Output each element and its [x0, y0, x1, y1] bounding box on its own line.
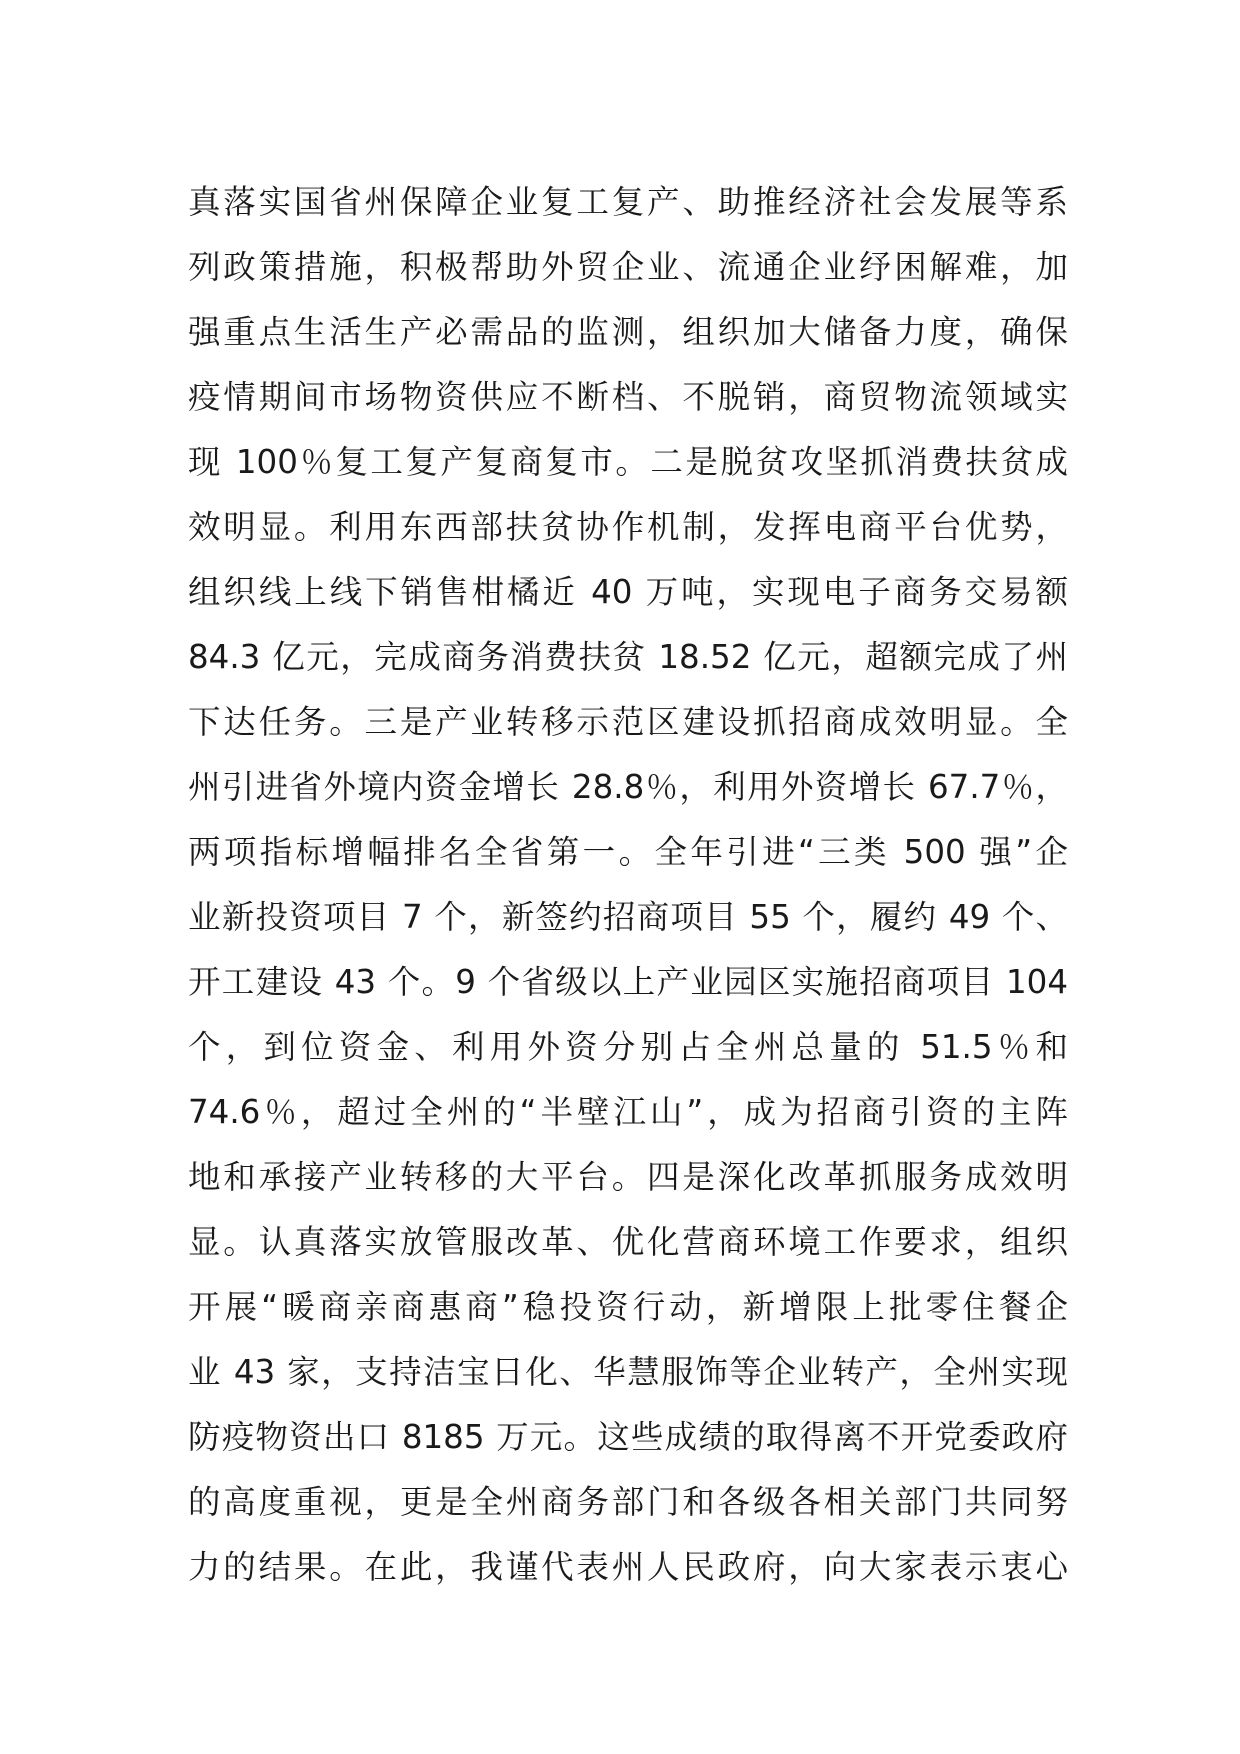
text-line: 显。认真落实放管服改革、优化营商环境工作要求，组织: [188, 1223, 1068, 1261]
text-line: 疫情期间市场物资供应不断档、不脱销，商贸物流领域实: [188, 378, 1068, 416]
text-line: 个，到位资金、利用外资分别占全州总量的 51.5％和: [188, 1028, 1068, 1066]
body-paragraph: [188, 170, 1068, 1600]
text-line: 84.3 亿元，完成商务消费扶贫 18.52 亿元，超额完成了州: [188, 638, 1068, 676]
text-line: 列政策措施，积极帮助外贸企业、流通企业纾困解难，加: [188, 248, 1068, 286]
text-line: 业新投资项目 7 个，新签约招商项目 55 个，履约 49 个、: [188, 898, 1068, 936]
text-line: 地和承接产业转移的大平台。四是深化改革抓服务成效明: [188, 1158, 1068, 1196]
text-line: 开展“暖商亲商惠商”稳投资行动，新增限上批零住餐企: [188, 1288, 1068, 1326]
text-line: 现 100％复工复产复商复市。二是脱贫攻坚抓消费扶贫成: [188, 443, 1068, 481]
text-line: 防疫物资出口 8185 万元。这些成绩的取得离不开党委政府: [188, 1418, 1068, 1456]
text-line: 效明显。利用东西部扶贫协作机制，发挥电商平台优势，: [188, 508, 1068, 546]
text-line: 的高度重视，更是全州商务部门和各级各相关部门共同努: [188, 1483, 1068, 1521]
text-line: 真落实国省州保障企业复工复产、助推经济社会发展等系: [188, 183, 1068, 221]
text-line: 强重点生活生产必需品的监测，组织加大储备力度，确保: [188, 313, 1068, 351]
text-line: 开工建设 43 个。9 个省级以上产业园区实施招商项目 104: [188, 963, 1068, 1001]
text-line: 下达任务。三是产业转移示范区建设抓招商成效明显。全: [188, 703, 1068, 741]
text-line: 力的结果。在此，我谨代表州人民政府，向大家表示衷心: [188, 1548, 1068, 1586]
text-line: 州引进省外境内资金增长 28.8％，利用外资增长 67.7％，: [188, 768, 1068, 806]
text-line: 组织线上线下销售柑橘近 40 万吨，实现电子商务交易额: [188, 573, 1068, 611]
text-line: 两项指标增幅排名全省第一。全年引进“三类 500 强”企: [188, 833, 1068, 871]
text-line: 业 43 家，支持洁宝日化、华慧服饰等企业转产，全州实现: [188, 1353, 1068, 1391]
text-line: 74.6％，超过全州的“半壁江山”，成为招商引资的主阵: [188, 1093, 1068, 1131]
